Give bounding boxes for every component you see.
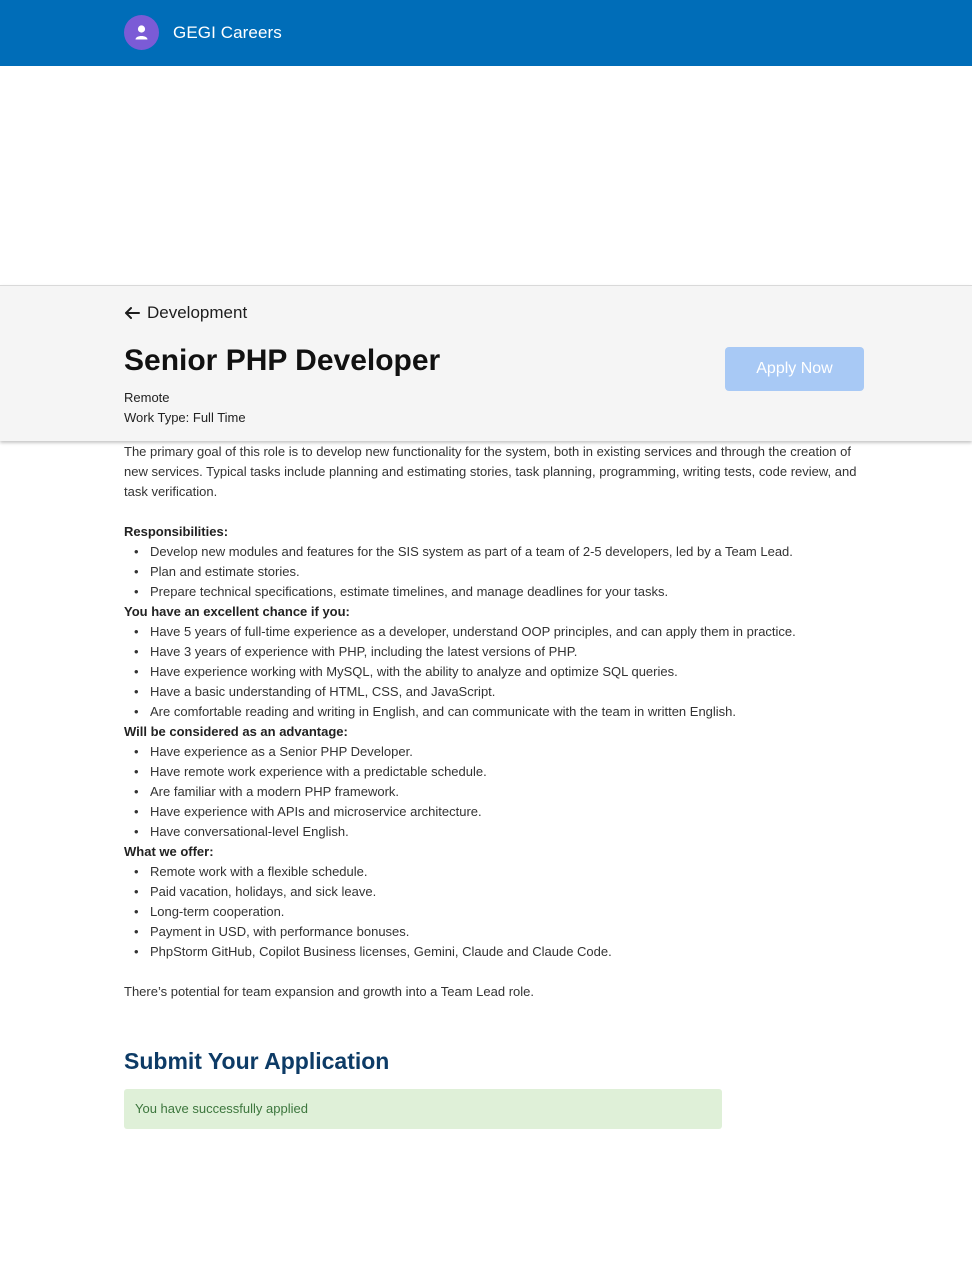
list-item: • Paid vacation, holidays, and sick leave. bbox=[124, 882, 869, 902]
list-item: • Remote work with a flexible schedule. bbox=[124, 862, 869, 882]
spacer bbox=[124, 502, 869, 522]
section-advantages bbox=[124, 722, 869, 842]
top-navbar bbox=[0, 0, 972, 66]
list-item: • Have experience as a Senior PHP Developer. bbox=[124, 742, 869, 762]
list-item: • Plan and estimate stories. bbox=[124, 562, 869, 582]
submit-application-title: Submit Your Application bbox=[124, 1048, 390, 1074]
success-alert: You have successfully applied bbox=[124, 1089, 722, 1129]
apply-now-button[interactable]: Apply Now bbox=[725, 347, 864, 391]
list-item: • Long-term cooperation. bbox=[124, 902, 869, 922]
job-location: Remote bbox=[124, 390, 170, 405]
bullet-list bbox=[124, 862, 869, 962]
section-title: You have an excellent chance if you: bbox=[124, 604, 350, 619]
arrow-left-icon bbox=[124, 305, 140, 321]
list-item: • Have experience with APIs and microservice architecture. bbox=[124, 802, 869, 822]
list-item: • Are comfortable reading and writing in English, and can communicate with the team in written English. bbox=[124, 702, 869, 722]
spacer bbox=[124, 962, 869, 982]
user-icon bbox=[124, 15, 159, 50]
job-meta bbox=[124, 388, 246, 428]
job-intro: The primary goal of this role is to develop new functionality for the system, both in existing services and through the creation of new services. Typical tasks include planning and estimating stories, task planning, programming, writing tests, code review, and task verification. bbox=[124, 444, 857, 499]
list-item: • PhpStorm GitHub, Copilot Business licenses, Gemini, Claude and Claude Code. bbox=[124, 942, 869, 962]
brand-name: GEGI Careers bbox=[173, 22, 282, 42]
section-offer bbox=[124, 842, 869, 962]
section-title: Responsibilities: bbox=[124, 524, 229, 539]
job-description bbox=[124, 442, 869, 1002]
list-item: • Develop new modules and features for the SIS system as part of a team of 2-5 developers, led by a Team Lead. bbox=[124, 542, 869, 562]
brand-home-link[interactable] bbox=[124, 15, 282, 50]
job-work-type: Work Type: Full Time bbox=[124, 410, 246, 425]
list-item: • Have remote work experience with a predictable schedule. bbox=[124, 762, 869, 782]
list-item: • Have experience working with MySQL, with the ability to analyze and optimize SQL queries. bbox=[124, 662, 869, 682]
list-item: • Have conversational-level English. bbox=[124, 822, 869, 842]
bullet-list bbox=[124, 622, 869, 722]
job-header-panel bbox=[0, 285, 972, 441]
section-title: What we offer: bbox=[124, 844, 214, 859]
bullet-list bbox=[124, 742, 869, 842]
list-item: • Have 3 years of experience with PHP, including the latest versions of PHP. bbox=[124, 642, 869, 662]
back-link-label: Development bbox=[147, 303, 248, 322]
section-requirements bbox=[124, 602, 869, 722]
bullet-list bbox=[124, 542, 869, 602]
section-title: Will be considered as an advantage: bbox=[124, 724, 348, 739]
back-to-department-link[interactable] bbox=[124, 303, 247, 323]
job-title: Senior PHP Developer bbox=[124, 344, 441, 377]
list-item: • Are familiar with a modern PHP framework. bbox=[124, 782, 869, 802]
list-item: • Have 5 years of full-time experience as a developer, understand OOP principles, and can apply them in practice. bbox=[124, 622, 869, 642]
list-item: • Prepare technical specifications, estimate timelines, and manage deadlines for your tasks. bbox=[124, 582, 869, 602]
section-responsibilities bbox=[124, 522, 869, 602]
list-item: • Have a basic understanding of HTML, CSS, and JavaScript. bbox=[124, 682, 869, 702]
job-closing: There’s potential for team expansion and growth into a Team Lead role. bbox=[124, 984, 534, 999]
list-item: • Payment in USD, with performance bonuses. bbox=[124, 922, 869, 942]
